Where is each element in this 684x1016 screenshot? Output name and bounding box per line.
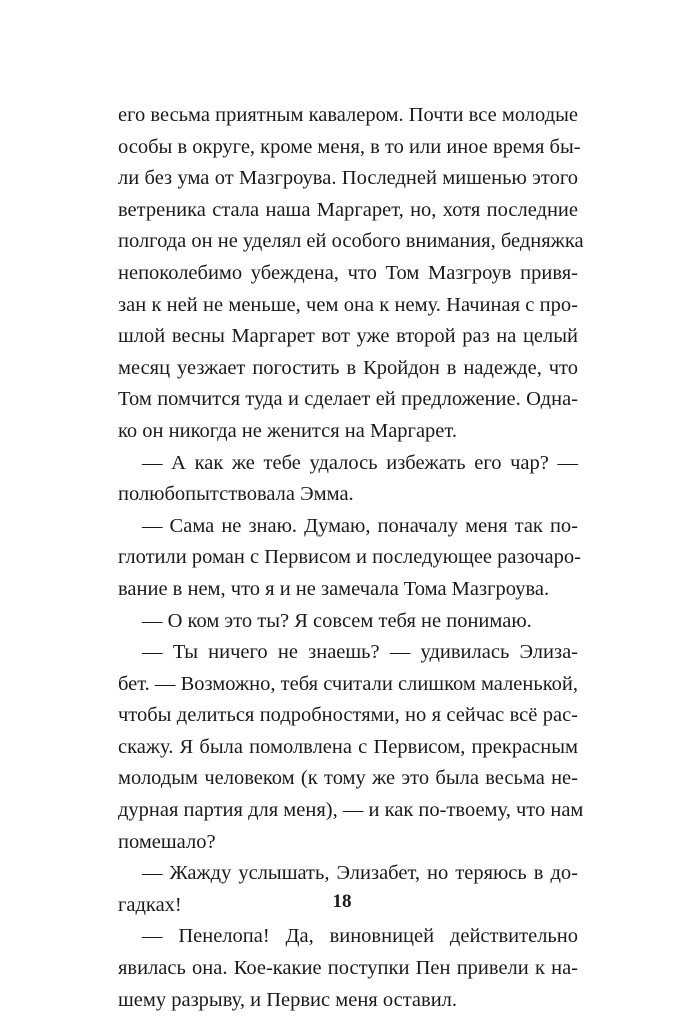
text-line: непоколебимо убеждена, что Том Мазгроув привя- <box>118 261 578 284</box>
text-line: полюбопытствовала Эмма. <box>118 483 354 506</box>
text-line: бет. — Возможно, тебя считали слишком маленькой, <box>118 672 578 695</box>
text-line: вание в нем, что я и не замечала Тома Мазгроува. <box>118 577 550 600</box>
text-line: — Жажду услышать, Элизабет, но теряюсь в до- <box>142 862 578 885</box>
text-line: — А как же тебе удалось избежать его чар? — <box>142 451 578 474</box>
text-line: — Сама не знаю. Думаю, поначалу меня так по- <box>142 514 578 537</box>
page-number: 18 <box>332 891 352 912</box>
text-line: глотили роман с Первисом и последующее разочаро- <box>118 546 581 569</box>
text-line: — Пенелопа! Да, виновницей действительно <box>142 925 578 948</box>
text-line: — О ком это ты? Я совсем тебя не понимаю. <box>142 609 532 632</box>
text-line: полгода он не уделял ей особого внимания, бедняжка <box>118 230 584 253</box>
text-line: Том помчится туда и сделает ей предложение. Одна- <box>118 388 578 411</box>
text-line: — Ты ничего не знаешь? — удивилась Элиза- <box>142 641 578 664</box>
text-line: дурная партия для меня), — и как по-твоему, что нам <box>118 799 584 822</box>
text-line: его весьма приятным кавалером. Почти все молодые <box>118 104 578 126</box>
text-line: ли без ума от Мазгроува. Последней мишенью этого <box>118 167 578 190</box>
text-line: молодым человеком (к тому же это была весьма не- <box>118 767 578 790</box>
text-line: явилась она. Кое-какие поступки Пен привели к на- <box>118 957 578 980</box>
text-line: зан к ней не меньше, чем она к нему. Начиная с про- <box>118 293 578 316</box>
text-line: помешало? <box>118 830 216 853</box>
text-line: месяц уезжает погостить в Кройдон в надежде, что <box>118 356 578 379</box>
text-line: скажу. Я была помолвлена с Первисом, прекрасным <box>118 735 578 758</box>
text-line: шему разрыву, и Первис меня оставил. <box>118 988 458 1011</box>
text-line: шлой весны Маргарет вот уже второй раз на целый <box>118 325 578 348</box>
text-line: особы в округе, кроме меня, в то или иное время бы- <box>118 135 581 158</box>
text-line: ко он никогда не женится на Маргарет. <box>118 419 457 442</box>
text-block <box>118 100 584 1016</box>
text-line: ветреника стала наша Маргарет, но, хотя последние <box>118 198 578 221</box>
text-line: чтобы делиться подробностями, но я сейчас всё рас- <box>118 704 578 727</box>
text-line: гадках! <box>118 893 182 916</box>
